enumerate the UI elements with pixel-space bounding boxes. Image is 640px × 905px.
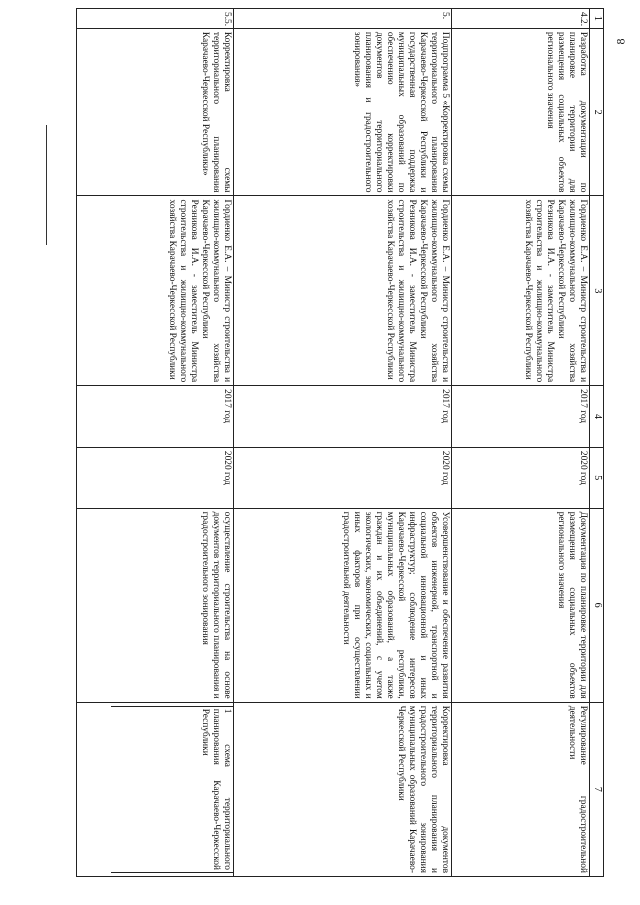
responsible-person: Резникова И.А. - заместитель Министра строительства и жилищно-коммунального хозяйства Карачаево-Черкесской Республики	[522, 199, 555, 383]
page-number: 8	[613, 38, 628, 45]
program-table	[76, 8, 604, 877]
header-cell: 3	[589, 196, 603, 386]
responsible-person: Резникова И.А. - заместитель Министра строительства и жилищно-коммунального хозяйства Карачаево-Черкесской Республики	[384, 199, 417, 383]
responsible-cell	[451, 196, 589, 386]
responsible-cell	[77, 196, 234, 386]
responsible-person: Гордиенко Е.А. – Министр строительства и жилищно-коммунального хозяйства Карачаево-Черкесской Республики	[555, 199, 588, 383]
responsible-cell	[233, 196, 451, 386]
measure-name: Подпрограмма 5 «Корректировка схемы территориального планирования Карачаево-Черкесской Республики и государственная поддержка муниципальных образований по обеспечению корректировки документов территориального планирования и градостроительного зонирования»	[233, 28, 451, 196]
header-cell: 5	[589, 447, 603, 508]
start-year: 2017 год	[451, 386, 589, 448]
responsible-person: Гордиенко Е.А. – Министр строительства и жилищно-коммунального хозяйства Карачаево-Черкесской Республики	[199, 199, 232, 383]
margin-rule	[46, 125, 47, 245]
measure-name: Разработка документации по планировке территории для размещения социальных объектов регионального значения	[451, 28, 589, 196]
measure-name: Корректировка схемы территориального планирования Карачаево-Черкесской Республики»	[77, 28, 234, 196]
header-cell: 7	[589, 702, 603, 876]
start-year: 2017 год	[77, 386, 234, 448]
indicator-box: 1 схема территориального планирования Карачаево-Черкесской Республики	[111, 706, 233, 873]
end-year: 2020 год	[77, 447, 234, 508]
start-year: 2017 год	[233, 386, 451, 448]
row-number: 4.2.	[451, 9, 589, 29]
row-number: 5.5.	[77, 9, 234, 29]
responsible-person: Резникова И.А. - заместитель Министра строительства и жилищно-коммунального хозяйства Карачаево-Черкесской Республики	[166, 199, 199, 383]
link-indicator: Регулирование градостроительной деятельности	[451, 702, 589, 876]
header-cell: 2	[589, 28, 603, 196]
table-row	[451, 9, 589, 877]
row-number: 5.	[233, 9, 451, 29]
table-row	[77, 9, 234, 877]
header-row	[589, 9, 603, 877]
responsible-person: Гордиенко Е.А. – Министр строительства и жилищно-коммунального хозяйства Карачаево-Черкесской Республики	[417, 199, 450, 383]
table-row	[233, 9, 451, 877]
expected-result: осуществление строительства на основе документов территориального планирования и градостроительного зонирования	[77, 508, 234, 702]
end-year: 2020 год	[451, 447, 589, 508]
header-cell: 1	[589, 9, 603, 29]
header-cell: 4	[589, 386, 603, 448]
expected-result: Усовершенствование и обеспечение развития объектов инженерной, транспортной и социальной инновационной и иных инфраструктур; соблюдение интересов Карачаево-Черкесской республики, муниципальных образований, а также граждан и их объединений, с учетом экологических, экономических, социальных и иных факторов при осуществлении градостроительной деятельности	[233, 508, 451, 702]
header-cell: 6	[589, 508, 603, 702]
expected-result: Документация по планировке территории для размещения социальных объектов регионального значения	[451, 508, 589, 702]
link-indicator: Корректировка документов территориального планирования и градостроительного зонирования муниципальных образований Карачаево-Черкесской Республики	[233, 702, 451, 876]
end-year: 2020 год	[233, 447, 451, 508]
link-indicator	[77, 702, 234, 876]
